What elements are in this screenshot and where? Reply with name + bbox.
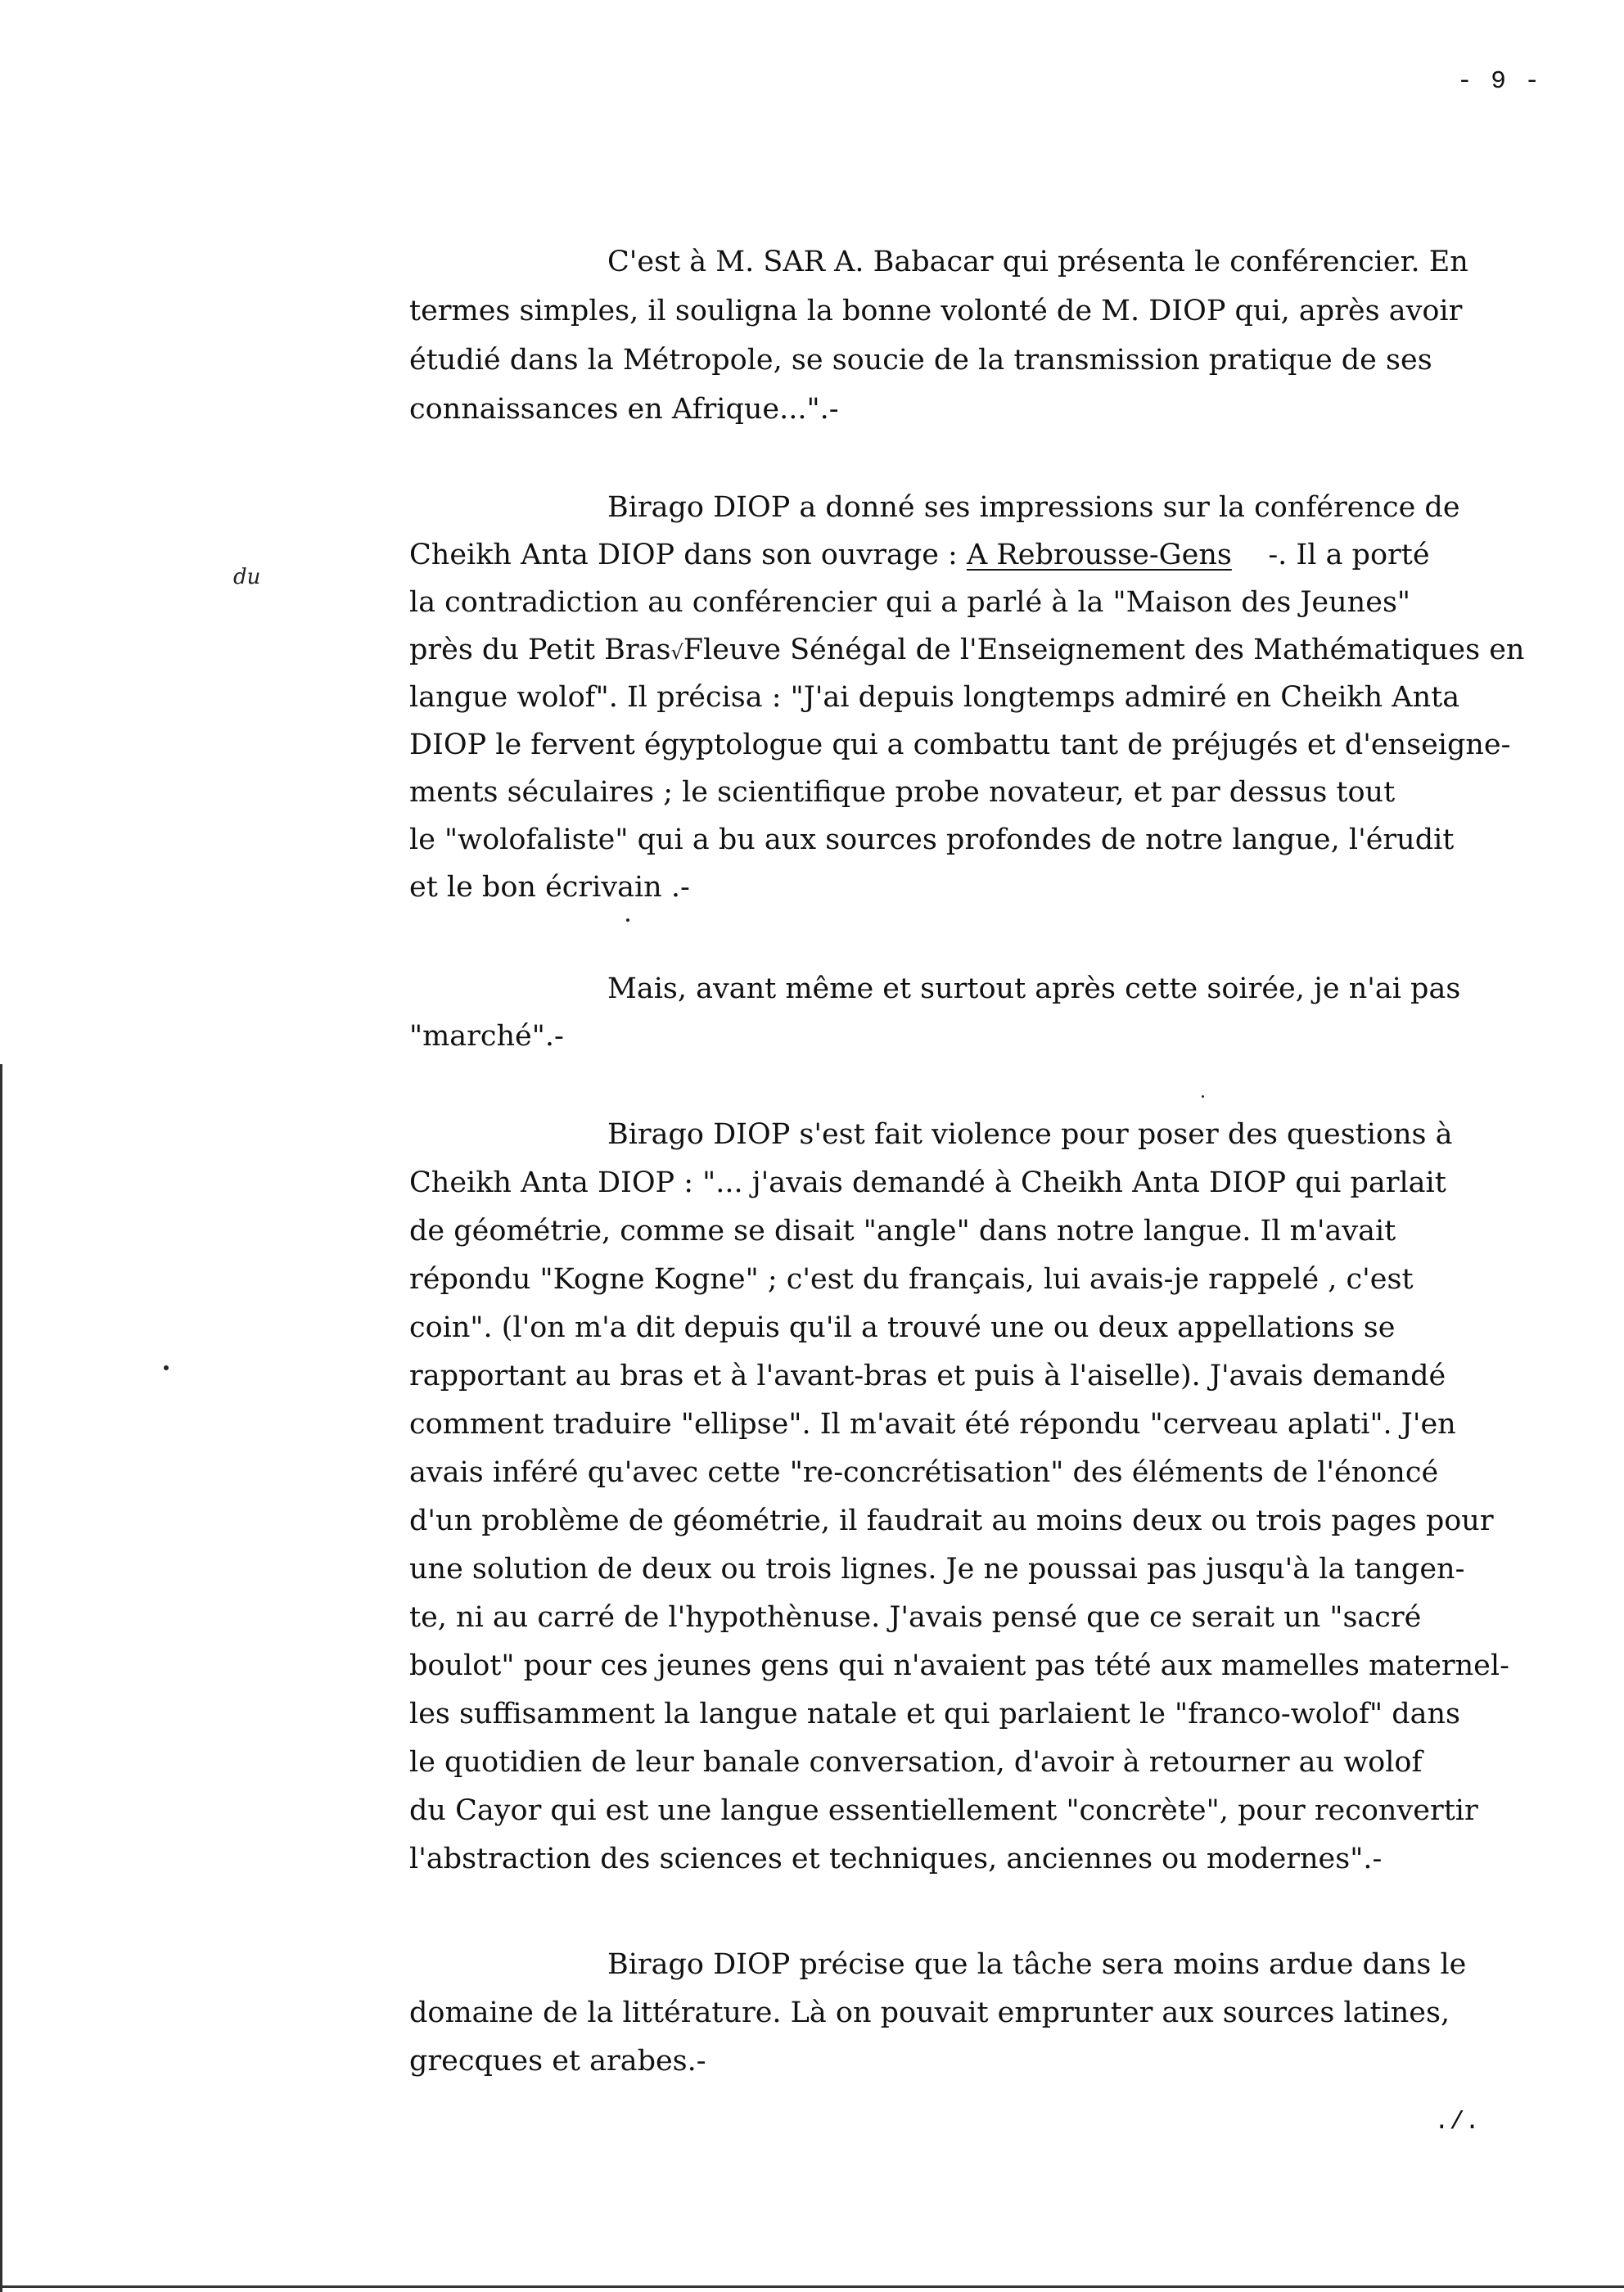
text-line: Birago DIOP a donné ses impressions sur la conférence de [607, 491, 1460, 524]
text-line: Birago DIOP s'est fait violence pour poser des questions à [607, 1118, 1453, 1151]
text-line: le "wolofaliste" qui a bu aux sources profondes de notre langue, l'érudit [409, 823, 1455, 856]
text-segment: Fleuve Sénégal de l'Enseignement des Mathématiques en [683, 634, 1525, 666]
text-line: Birago DIOP précise que la tâche sera moins ardue dans le [607, 1948, 1467, 1981]
text-line: d'un problème de géométrie, il faudrait au moins deux ou trois pages pour [409, 1505, 1494, 1537]
text-line: langue wolof". Il précisa : "J'ai depuis longtemps admiré en Cheikh Anta [409, 681, 1460, 714]
text-line-with-insert [409, 634, 1524, 669]
text-line: te, ni au carré de l'hypothènuse. J'avais pensé que ce serait un "sacré [409, 1601, 1422, 1634]
text-line: C'est à M. SAR A. Babacar qui présenta le conférencier. En [607, 246, 1468, 278]
text-line: coin". (l'on m'a dit depuis qu'il a trouvé une ou deux appellations se [409, 1311, 1396, 1344]
text-line: rapportant au bras et à l'avant-bras et puis à l'aiselle). J'avais demandé [409, 1360, 1446, 1392]
text-line: ments séculaires ; le scientifique probe novateur, et par dessus tout [409, 776, 1396, 809]
text-line: avais inféré qu'avec cette "re-concrétisation" des éléments de l'énoncé [409, 1456, 1439, 1489]
text-line: domaine de la littérature. Là on pouvait emprunter aux sources latines, [409, 1996, 1450, 2029]
text-line: étudié dans la Métropole, se soucie de la transmission pratique de ses [409, 344, 1432, 377]
text-line: boulot" pour ces jeunes gens qui n'avaient pas tété aux mamelles maternel- [409, 1649, 1509, 1682]
text-line: Mais, avant même et surtout après cette soirée, je n'ai pas [607, 972, 1461, 1005]
scan-speck [1202, 1095, 1204, 1098]
handwritten-annotation: du [233, 565, 261, 589]
text-line: de géométrie, comme se disait "angle" dans notre langue. Il m'avait [409, 1215, 1396, 1248]
scan-speck [164, 1365, 169, 1370]
text-line: connaissances en Afrique...".- [409, 393, 839, 426]
text-line: une solution de deux ou trois lignes. Je ne poussai pas jusqu'à la tangen- [409, 1553, 1465, 1586]
text-line: du Cayor qui est une langue essentiellement "concrète", pour reconvertir [409, 1794, 1478, 1827]
text-segment: Cheikh Anta DIOP dans son ouvrage : [409, 539, 967, 571]
text-line-with-title [409, 539, 1430, 571]
continuation-mark: ./. [1434, 2108, 1480, 2136]
scan-edge-line [0, 1064, 2, 2292]
text-line: répondu "Kogne Kogne" ; c'est du français, lui avais-je rappelé , c'est [409, 1263, 1414, 1296]
text-line: Cheikh Anta DIOP : "... j'avais demandé à Cheikh Anta DIOP qui parlait [409, 1166, 1446, 1199]
text-line: comment traduire "ellipse". Il m'avait été répondu "cerveau aplati". J'en [409, 1408, 1456, 1441]
text-line: l'abstraction des sciences et techniques, anciennes ou modernes".- [409, 1843, 1383, 1875]
text-line: et le bon écrivain .- [409, 871, 690, 904]
text-line: termes simples, il souligna la bonne volonté de M. DIOP qui, après avoir [409, 295, 1463, 327]
text-line: "marché".- [409, 1020, 564, 1053]
text-line: le quotidien de leur banale conversation, d'avoir à retourner au wolof [409, 1746, 1423, 1779]
text-line: grecques et arabes.- [409, 2045, 706, 2078]
text-line: DIOP le fervent égyptologue qui a combattu tant de préjugés et d'enseigne- [409, 729, 1511, 761]
insert-mark: √ [670, 641, 683, 664]
text-line: les suffisamment la langue natale et qui parlaient le "franco-wolof" dans [409, 1698, 1460, 1730]
text-line: la contradiction au conférencier qui a parlé à la "Maison des Jeunes" [409, 586, 1411, 619]
scan-edge-line [0, 2285, 1624, 2288]
page-number: - 9 - [1457, 67, 1542, 96]
book-title: A Rebrousse-Gens [966, 539, 1232, 571]
scan-speck [626, 918, 629, 922]
text-segment: près du Petit Bras [409, 634, 671, 666]
text-segment: -. Il a porté [1231, 539, 1430, 571]
